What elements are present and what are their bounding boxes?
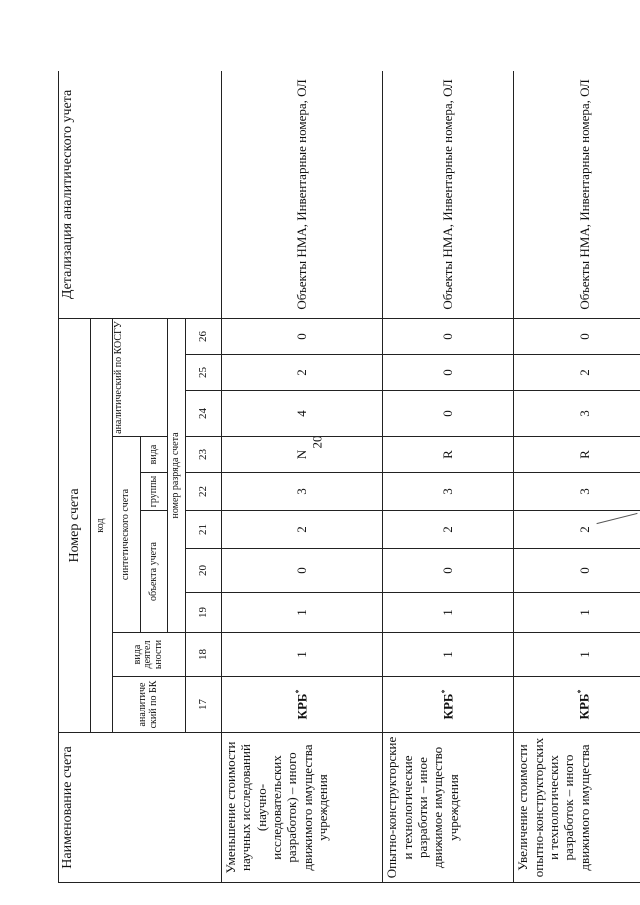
group-header: группы [140, 473, 168, 511]
krb-label: КРБ [294, 693, 310, 720]
value-cell: 0 [383, 355, 514, 391]
column-number: 17 [185, 677, 222, 733]
value-cell: 1 [222, 633, 383, 677]
analytic-bk-header: аналитиче ский по БК [112, 677, 185, 733]
synthetic-account-header: синтетического счета [112, 437, 140, 633]
krb-label: КРБ [440, 693, 456, 720]
table-row [514, 71, 640, 883]
value-cell: 1 [383, 593, 514, 633]
column-number: 18 [185, 633, 222, 677]
value-cell: 3 [383, 473, 514, 511]
value-cell: 3 [222, 473, 383, 511]
value-cell: R [514, 437, 640, 473]
kind-header: вида [140, 437, 168, 473]
column-number: 22 [185, 473, 222, 511]
column-number: 24 [185, 391, 222, 437]
value-cell: 3 [514, 391, 640, 437]
value-cell: 0 [383, 549, 514, 593]
analytics-detail-cell: Объекты НМА, Инвентарные номера, ОЛ [514, 71, 640, 318]
analytics-detail-cell: Объекты НМА, Инвентарные номера, ОЛ [383, 71, 514, 318]
page-number: 20 [309, 435, 325, 449]
account-name-cell: Уменьшение стоимости научных исследований (научно-исследовательских разработок) – иного движимого имущества учреждения [222, 733, 383, 883]
account-name-cell: Опытно-конструкторские и технологические разработки – иное движимое имущество учреждения [383, 733, 514, 883]
activity-type-header: вида деятел ьности [112, 633, 185, 677]
table-row [383, 71, 514, 883]
column-number: 20 [185, 549, 222, 593]
value-cell: 0 [383, 391, 514, 437]
krb-cell [514, 677, 640, 733]
value-cell: 0 [514, 318, 640, 354]
footnote-mark: * [576, 689, 586, 694]
value-cell: 4 [222, 391, 383, 437]
krb-label: КРБ [576, 693, 592, 720]
account-name-header: Наименование счета [59, 733, 222, 883]
value-cell: 2 [383, 511, 514, 549]
value-cell: 0 [222, 318, 383, 354]
rotated-page [58, 71, 640, 883]
value-cell: 0 [383, 318, 514, 354]
code-header: код [91, 318, 112, 732]
column-number: 23 [185, 437, 222, 473]
column-number: 21 [185, 511, 222, 549]
column-number: 19 [185, 593, 222, 633]
krb-cell [222, 677, 383, 733]
krb-cell [383, 677, 514, 733]
account-table [58, 71, 640, 883]
footnote-mark: * [440, 689, 450, 694]
digit-number-header: номер разряда счета [168, 318, 185, 632]
analytic-kosgu-header: аналитический по КОСГУ [112, 318, 168, 436]
value-cell: 1 [383, 633, 514, 677]
account-number-header: Номер счета [59, 318, 91, 732]
value-cell: 1 [514, 593, 640, 633]
value-cell: 1 [514, 633, 640, 677]
account-table-wrapper [58, 71, 640, 883]
footnote-mark: * [294, 689, 304, 694]
value-cell: 2 [222, 511, 383, 549]
value-cell: 2 [222, 355, 383, 391]
value-cell: 0 [514, 549, 640, 593]
value-cell: 0 [222, 549, 383, 593]
value-cell: 2 [514, 355, 640, 391]
value-cell: 1 [222, 593, 383, 633]
value-cell: R [383, 437, 514, 473]
value-cell: N [222, 437, 383, 473]
value-cell: 2 [514, 511, 640, 549]
account-name-cell: Увеличение стоимости опытно-конструкторских и технологических разработок – иного движимого имущества [514, 733, 640, 883]
analytics-detail-cell: Объекты НМА, Инвентарные номера, ОЛ [222, 71, 383, 318]
account-object-header: объекта учета [140, 511, 168, 633]
value-cell: 3 [514, 473, 640, 511]
table-row [222, 71, 383, 883]
column-number: 26 [185, 318, 222, 354]
column-number: 25 [185, 355, 222, 391]
analytics-detail-header: Детализация аналитического учета [59, 71, 222, 318]
